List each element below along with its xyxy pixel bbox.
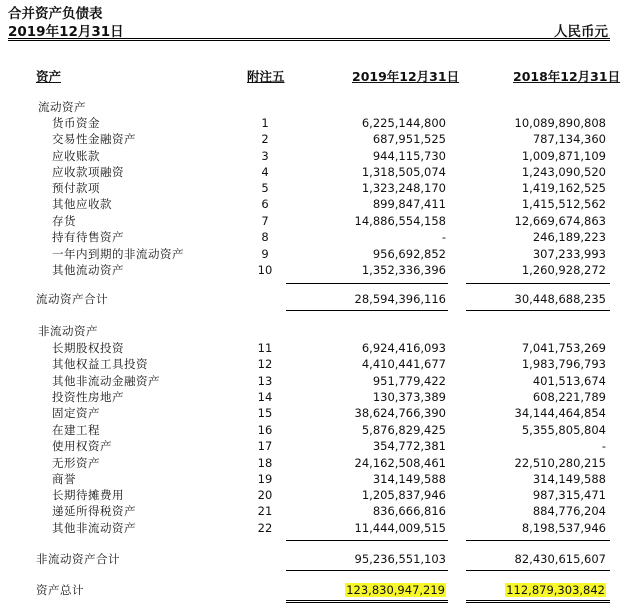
table-row: [0, 196, 640, 212]
value-2019: 95,236,551,103: [354, 552, 446, 566]
value-2018: 608,221,789: [532, 390, 606, 404]
value-2019: 6,225,144,800: [361, 116, 446, 130]
statement-date: 2019年12月31日: [8, 24, 124, 40]
total-rule-2018: [466, 310, 610, 311]
row-label: 使用权资产: [52, 439, 112, 453]
row-label: 固定资产: [52, 406, 100, 420]
row-note: 6: [261, 197, 269, 211]
value-2018: 12,669,674,863: [514, 214, 606, 228]
value-2019: 6,924,416,093: [361, 341, 446, 355]
value-2018: 7,041,753,269: [521, 341, 606, 355]
header-rule-2: [8, 40, 610, 41]
row-note: 21: [257, 504, 273, 518]
subtotal-rule-2019: [286, 540, 448, 541]
value-2019: 130,373,389: [372, 390, 446, 404]
row-note: 17: [257, 439, 273, 453]
column-header-2018: 2018年12月31日: [513, 69, 621, 84]
value-2019: 1,352,336,396: [361, 263, 446, 277]
value-2019: 5,876,829,425: [361, 423, 446, 437]
row-label: 流动资产合计: [36, 292, 108, 306]
row-note: 13: [257, 374, 273, 388]
section-noncurrent-assets: [0, 323, 640, 339]
row-label: 持有待售资产: [52, 230, 124, 244]
row-label: 商誉: [52, 472, 76, 486]
table-row: [0, 405, 640, 421]
value-2019: 687,951,525: [372, 132, 446, 146]
table-row: [0, 356, 640, 372]
table-row: [0, 373, 640, 389]
subtotal-rule-2019: [286, 283, 448, 284]
value-2018: 1,419,162,525: [521, 181, 606, 195]
value-2018: 22,510,280,215: [514, 456, 606, 470]
value-2019: 24,162,508,461: [354, 456, 446, 470]
value-2018: 787,134,360: [532, 132, 606, 146]
value-2018: 30,448,688,235: [514, 292, 606, 306]
header-rule: [8, 38, 610, 39]
current-assets-total-row: [0, 291, 640, 307]
value-2018: 82,430,615,607: [514, 552, 606, 566]
table-row: [0, 131, 640, 147]
row-note: 4: [261, 165, 269, 179]
row-note: 14: [257, 390, 273, 404]
row-label: 其他应收款: [52, 197, 112, 211]
currency-unit: 人民币元: [554, 24, 608, 40]
row-label: 交易性金融资产: [52, 132, 136, 146]
value-2019: -: [441, 230, 446, 244]
row-note: 9: [261, 247, 269, 261]
row-note: 10: [257, 263, 273, 277]
row-label: 预付款项: [52, 181, 100, 195]
row-label: 在建工程: [52, 423, 100, 437]
value-2018: 10,089,890,808: [514, 116, 606, 130]
value-2018: 987,315,471: [532, 488, 606, 502]
row-note: 18: [257, 456, 273, 470]
row-note: 8: [261, 230, 269, 244]
row-label: 货币资金: [52, 116, 100, 130]
value-2019: 951,779,422: [372, 374, 446, 388]
value-2019: 38,624,766,390: [354, 406, 446, 420]
row-label: 无形资产: [52, 456, 100, 470]
row-note: 19: [257, 472, 273, 486]
table-row: [0, 455, 640, 471]
row-label: 长期股权投资: [52, 341, 124, 355]
value-2019: 836,666,816: [372, 504, 446, 518]
row-note: 22: [257, 521, 273, 535]
value-2018: 246,189,223: [532, 230, 606, 244]
noncurrent-assets-total-row: [0, 551, 640, 567]
row-note: 5: [261, 181, 269, 195]
value-2018: 1,009,871,109: [521, 149, 606, 163]
row-label: 长期待摊费用: [52, 488, 124, 502]
row-label: 应收款项融资: [52, 165, 124, 179]
double-rule-2019: [286, 600, 448, 601]
value-2018: 314,149,588: [532, 472, 606, 486]
value-2018: 401,513,674: [532, 374, 606, 388]
value-2019: 28,594,396,116: [354, 292, 446, 306]
row-note: 20: [257, 488, 273, 502]
row-label: 其他流动资产: [52, 263, 124, 277]
value-2018: 1,415,512,562: [521, 197, 606, 211]
row-note: 12: [257, 357, 273, 371]
value-2018: 8,198,537,946: [521, 521, 606, 535]
table-row: [0, 422, 640, 438]
subtotal-rule-2018: [466, 540, 610, 541]
total-rule-2018: [466, 570, 610, 571]
grand-total-row: [0, 582, 640, 598]
column-header-note: 附注五: [247, 69, 285, 84]
row-label: 投资性房地产: [52, 390, 124, 404]
table-row: [0, 438, 640, 454]
table-row: [0, 487, 640, 503]
value-2019: 944,115,730: [372, 149, 446, 163]
column-header-2019: 2019年12月31日: [352, 69, 460, 84]
table-row: [0, 340, 640, 356]
table-row: [0, 246, 640, 262]
value-2018: 34,144,464,854: [514, 406, 606, 420]
value-2019: 1,205,837,946: [361, 488, 446, 502]
row-label: 应收账款: [52, 149, 100, 163]
table-row: [0, 520, 640, 536]
value-2019: 899,847,411: [372, 197, 446, 211]
value-2019: 4,410,441,677: [361, 357, 446, 371]
row-label: 存货: [52, 214, 76, 228]
value-2019: 11,444,009,515: [354, 521, 446, 535]
row-label: 其他非流动资产: [52, 521, 136, 535]
double-rule-2018b: [466, 602, 610, 603]
table-row: [0, 471, 640, 487]
row-label: 其他权益工具投资: [52, 357, 148, 371]
column-header-item: 资产: [36, 69, 62, 84]
table-row: [0, 213, 640, 229]
table-row: [0, 115, 640, 131]
table-row: [0, 148, 640, 164]
value-2019: 956,692,852: [372, 247, 446, 261]
value-2018: -: [601, 439, 606, 453]
row-note: 15: [257, 406, 273, 420]
row-note: 3: [261, 149, 269, 163]
double-rule-2018: [466, 600, 610, 601]
table-row: [0, 262, 640, 278]
section-label: 流动资产: [38, 100, 86, 114]
highlighted-value-2018: 112,879,303,842: [506, 583, 605, 597]
total-rule-2019: [286, 570, 448, 571]
table-row: [0, 180, 640, 196]
value-2019: 1,323,248,170: [361, 181, 446, 195]
row-note: 7: [261, 214, 269, 228]
row-note: 1: [261, 116, 269, 130]
highlighted-value-2019: 123,830,947,219: [346, 583, 445, 597]
table-row: [0, 389, 640, 405]
value-2018: 1,260,928,272: [521, 263, 606, 277]
row-note: 16: [257, 423, 273, 437]
value-2018: 307,233,993: [532, 247, 606, 261]
value-2019: 354,772,381: [372, 439, 446, 453]
statement-title: 合并资产负债表: [8, 6, 103, 22]
value-2019: 314,149,588: [372, 472, 446, 486]
row-label: 其他非流动金融资产: [52, 374, 160, 388]
value-2019: 14,886,554,158: [354, 214, 446, 228]
value-2018: 5,355,805,804: [521, 423, 606, 437]
section-current-assets: [0, 99, 640, 115]
section-label: 非流动资产: [38, 324, 98, 338]
total-rule-2019: [286, 310, 448, 311]
table-row: [0, 229, 640, 245]
table-row: [0, 164, 640, 180]
row-label: 资产总计: [36, 583, 84, 597]
row-label: 一年内到期的非流动资产: [52, 247, 184, 261]
row-label: 非流动资产合计: [36, 552, 120, 566]
subtotal-rule-2018: [466, 283, 610, 284]
value-2019: 1,318,505,074: [361, 165, 446, 179]
row-note: 11: [257, 341, 273, 355]
value-2018: 884,776,204: [532, 504, 606, 518]
row-label: 递延所得税资产: [52, 504, 136, 518]
table-row: [0, 503, 640, 519]
value-2018: 1,243,090,520: [521, 165, 606, 179]
double-rule-2019b: [286, 602, 448, 603]
row-note: 2: [261, 132, 269, 146]
value-2018: 1,983,796,793: [521, 357, 606, 371]
